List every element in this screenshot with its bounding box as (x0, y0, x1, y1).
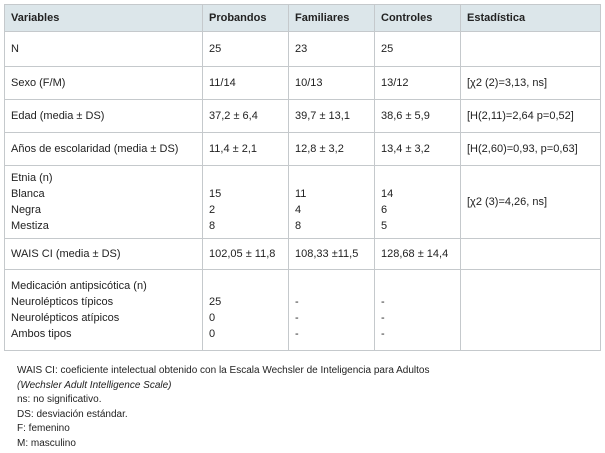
cell-familiares: 108,33 ±11,5 (289, 239, 375, 270)
row-label: Edad (media ± DS) (5, 100, 203, 133)
cell-controles: 25 (375, 32, 461, 67)
medicacion-title: Medicación antipsicótica (n) (11, 280, 147, 292)
value: 0 (209, 312, 216, 324)
cell-controles: 38,6 ± 5,9 (375, 100, 461, 133)
value: 15 (209, 188, 222, 200)
cell-familiares (289, 270, 375, 351)
row-label: WAIS CI (media ± DS) (5, 239, 203, 270)
header-controles: Controles (375, 5, 461, 32)
value: - (295, 296, 299, 308)
cell-probandos (203, 270, 289, 351)
footnote-ns: ns: no significativo. (17, 394, 102, 406)
cell-familiares: 12,8 ± 3,2 (289, 133, 375, 166)
footnote-f: F: femenino (17, 423, 70, 435)
table-row-sexo (5, 67, 601, 100)
value: - (381, 328, 385, 340)
etnia-title: Etnia (n) (11, 172, 53, 184)
value: 4 (295, 204, 302, 216)
value: 6 (381, 204, 388, 216)
footnote-ds: DS: desviación estándar. (17, 408, 128, 420)
tipicos-label: Neurolépticos típicos (11, 296, 114, 308)
header-familiares: Familiares (289, 5, 375, 32)
value: 2 (209, 204, 216, 216)
etnia-mestiza-label: Mestiza (11, 220, 49, 232)
cell-estadistica (461, 32, 601, 67)
value: - (381, 296, 385, 308)
cell-controles: 13/12 (375, 67, 461, 100)
table-row-etnia (5, 166, 601, 239)
cell-probandos: 11/14 (203, 67, 289, 100)
value: 5 (381, 220, 388, 232)
cell-estadistica: [χ2 (3)=4,26, ns] (461, 166, 601, 239)
cell-estadistica: [H(2,60)=0,93, p=0,63] (461, 133, 601, 166)
table-row-n (5, 32, 601, 67)
atipicos-label: Neurolépticos atípicos (11, 312, 120, 324)
cell-estadistica: [H(2,11)=2,64 p=0,52] (461, 100, 601, 133)
cell-controles: 13,4 ± 3,2 (375, 133, 461, 166)
row-label (5, 270, 203, 351)
cell-controles: 128,68 ± 14,4 (375, 239, 461, 270)
value: - (381, 312, 385, 324)
cell-probandos: 102,05 ± 11,8 (203, 239, 289, 270)
table-footnotes (17, 364, 429, 452)
cell-familiares: 23 (289, 32, 375, 67)
table-row-edad (5, 100, 601, 133)
cell-probandos: 11,4 ± 2,1 (203, 133, 289, 166)
ambos-label: Ambos tipos (11, 328, 72, 340)
cell-familiares: 10/13 (289, 67, 375, 100)
cell-estadistica: [χ2 (2)=3,13, ns] (461, 67, 601, 100)
value: 25 (209, 296, 222, 308)
cell-familiares: 39,7 ± 13,1 (289, 100, 375, 133)
value: 11 (295, 188, 307, 200)
table-header-row (5, 5, 601, 32)
footnote-wais-english: (Wechsler Adult Intelligence Scale) (17, 379, 172, 391)
row-label: Años de escolaridad (media ± DS) (5, 133, 203, 166)
etnia-blanca-label: Blanca (11, 188, 45, 200)
cell-probandos: 37,2 ± 6,4 (203, 100, 289, 133)
value: 0 (209, 328, 216, 340)
etnia-negra-label: Negra (11, 204, 41, 216)
value: 14 (381, 188, 394, 200)
value: 8 (209, 220, 216, 232)
cell-controles (375, 270, 461, 351)
cell-estadistica (461, 239, 601, 270)
table-row-escolaridad (5, 133, 601, 166)
header-probandos: Probandos (203, 5, 289, 32)
cell-familiares (289, 166, 375, 239)
header-estadistica: Estadística (461, 5, 601, 32)
value: 8 (295, 220, 302, 232)
value: - (295, 328, 299, 340)
cell-controles (375, 166, 461, 239)
row-label: Sexo (F/M) (5, 67, 203, 100)
cell-probandos: 25 (203, 32, 289, 67)
cell-estadistica (461, 270, 601, 351)
table-row-wais (5, 239, 601, 270)
demographics-table (4, 4, 601, 351)
row-label: N (5, 32, 203, 67)
footnote-m: M: masculino (17, 437, 76, 449)
footnote-wais: WAIS CI: coeficiente intelectual obtenido con la Escala Wechsler de Inteligencia para Adultos (17, 365, 430, 376)
row-label (5, 166, 203, 239)
table-row-medicacion (5, 270, 601, 351)
cell-probandos (203, 166, 289, 239)
value: - (295, 312, 299, 324)
header-variables: Variables (5, 5, 203, 32)
